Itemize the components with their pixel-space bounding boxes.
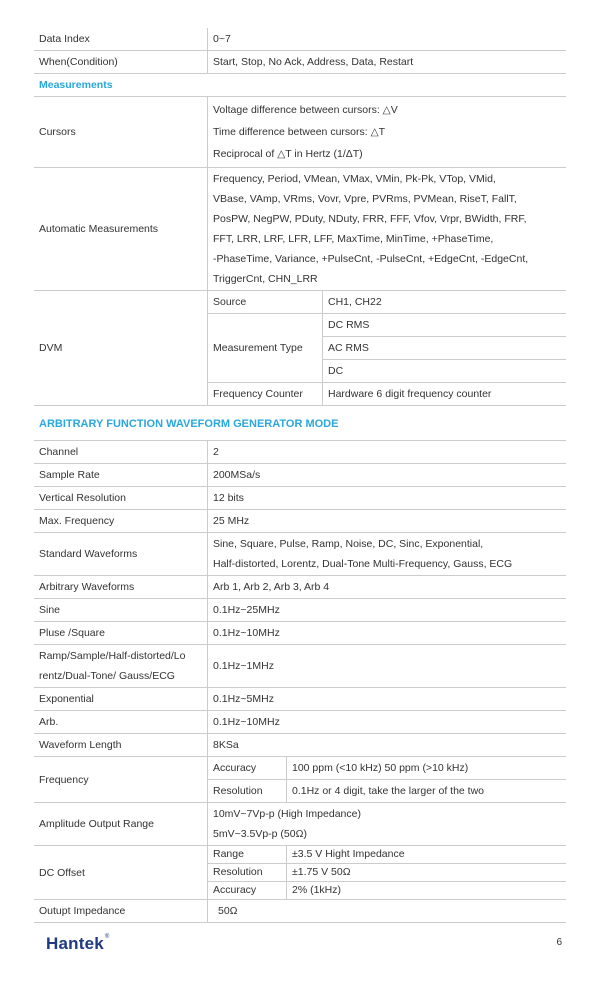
spec-value: 0.1Hz or 4 digit, take the larger of the two: [287, 780, 567, 803]
spec-value: 8KSa: [208, 734, 567, 757]
spec-key: When(Condition): [34, 51, 208, 74]
spec-key: Amplitude Output Range: [34, 803, 208, 846]
hantek-logo: [46, 934, 110, 954]
spec-value: 50Ω: [208, 900, 567, 923]
table-row: [34, 510, 566, 533]
spec-value: ±1.75 V 50Ω: [287, 864, 567, 882]
table-row: [34, 803, 566, 846]
spec-subkey: Accuracy: [208, 882, 287, 900]
spec-key: Automatic Measurements: [34, 168, 208, 291]
table-row: [34, 51, 566, 74]
spec-key: Max. Frequency: [34, 510, 208, 533]
spec-value: 0.1Hz~10MHz: [208, 711, 567, 734]
spec-value: DC RMS: [323, 314, 567, 337]
spec-value: 0~7: [208, 28, 567, 51]
spec-value-line: Reciprocal of △T in Hertz (1/ΔT): [213, 148, 363, 160]
spec-key: Cursors: [34, 97, 208, 168]
table-row: [34, 622, 566, 645]
spec-key: Standard Waveforms: [34, 533, 208, 576]
table-row: [34, 291, 566, 314]
spec-key: Sample Rate: [34, 464, 208, 487]
spec-value-line: Sine, Square, Pulse, Ramp, Noise, DC, Sinc, Exponential,: [213, 538, 484, 550]
table-row: [34, 757, 566, 780]
spec-key-line: rentz/Dual-Tone/ Gauss/ECG: [39, 670, 175, 682]
page-number: 6: [556, 937, 562, 948]
table-row: [34, 846, 566, 864]
spec-key: Outupt Impedance: [34, 900, 208, 923]
spec-value-line: Frequency, Period, VMean, VMax, VMin, Pk-Pk, VTop, VMid,: [213, 173, 496, 185]
output-impedance-table: [34, 900, 566, 923]
spec-value: 200MSa/s: [208, 464, 567, 487]
table-row: [34, 734, 566, 757]
spec-key: Arbitrary Waveforms: [34, 576, 208, 599]
table-row: [34, 599, 566, 622]
section-heading-measurements: Measurements: [34, 74, 566, 97]
table-row: [34, 28, 566, 51]
spec-key: Arb.: [34, 711, 208, 734]
spec-value-line: 5mV~3.5Vp-p (50Ω): [213, 828, 307, 840]
spec-value-line: FFT, LRR, LRF, LFR, LFF, MaxTime, MinTime, +PhaseTime,: [213, 233, 494, 245]
spec-value: ±3.5 V Hight Impedance: [287, 846, 567, 864]
spec-value-line: Half-distorted, Lorentz, Dual-Tone Multi-Frequency, Gauss, ECG: [213, 558, 513, 570]
spec-key: Sine: [34, 599, 208, 622]
spec-key-line: Ramp/Sample/Half-distorted/Lo: [39, 650, 186, 662]
spec-subkey: Resolution: [208, 864, 287, 882]
table-row: [34, 441, 566, 464]
table-row: [34, 168, 566, 291]
spec-key: DC Offset: [34, 846, 208, 900]
spec-value: 0.1Hz~10MHz: [208, 622, 567, 645]
amplitude-table: [34, 803, 566, 846]
spec-subkey: Measurement Type: [208, 314, 323, 383]
spec-key: Waveform Length: [34, 734, 208, 757]
spec-value: 0.1Hz~25MHz: [208, 599, 567, 622]
spec-key: Vertical Resolution: [34, 487, 208, 510]
table-row: [34, 464, 566, 487]
spec-subkey: Resolution: [208, 780, 287, 803]
spec-value: Arb 1, Arb 2, Arb 3, Arb 4: [208, 576, 567, 599]
table-row: [34, 487, 566, 510]
spec-key: Data Index: [34, 28, 208, 51]
awg-table: [34, 441, 566, 757]
page-footer: [46, 934, 566, 954]
spec-value-line: VBase, VAmp, VRms, Vovr, Vpre, PVRms, PVMean, RiseT, FallT,: [213, 193, 517, 205]
table-row: [34, 688, 566, 711]
table-row: [34, 533, 566, 576]
table-row: [34, 645, 566, 688]
spec-value: 25 MHz: [208, 510, 567, 533]
section-heading-awg: ARBITRARY FUNCTION WAVEFORM GENERATOR MODE: [34, 406, 566, 441]
spec-key: Pluse /Square: [34, 622, 208, 645]
spec-value: 0.1Hz~1MHz: [208, 645, 567, 688]
spec-value-line: Voltage difference between cursors: △V: [213, 104, 398, 116]
dc-offset-table: [34, 846, 566, 900]
spec-value-line: Time difference between cursors: △T: [213, 126, 386, 138]
spec-subkey: Frequency Counter: [208, 383, 323, 406]
spec-value-line: 10mV~7Vp-p (High Impedance): [213, 808, 361, 820]
table-row: [34, 900, 566, 923]
spec-value-line: TriggerCnt, CHN_LRR: [213, 273, 318, 285]
spec-value-line: PosPW, NegPW, PDuty, NDuty, FRR, FFF, Vfov, Vrpr, BWidth, FRF,: [213, 213, 527, 225]
frequency-table: [34, 757, 566, 803]
spec-page: [34, 28, 566, 923]
spec-subkey: Accuracy: [208, 757, 287, 780]
spec-key: Frequency: [34, 757, 208, 803]
table-row: [34, 711, 566, 734]
spec-value-line: -PhaseTime, Variance, +PulseCnt, -PulseCnt, +EdgeCnt, -EdgeCnt,: [213, 253, 529, 265]
spec-value: Hardware 6 digit frequency counter: [323, 383, 567, 406]
table-row: [34, 97, 566, 168]
spec-key: DVM: [34, 291, 208, 406]
spec-table-top: [34, 28, 566, 291]
spec-value: CH1, CH22: [323, 291, 567, 314]
spec-value: 2: [208, 441, 567, 464]
spec-value: 100 ppm (<10 kHz) 50 ppm (>10 kHz): [287, 757, 567, 780]
spec-value: DC: [323, 360, 567, 383]
dvm-table: [34, 291, 566, 406]
brand-name: Hantek: [46, 934, 104, 953]
spec-key: Exponential: [34, 688, 208, 711]
spec-value: 0.1Hz~5MHz: [208, 688, 567, 711]
registered-mark: ®: [104, 934, 110, 940]
spec-value: AC RMS: [323, 337, 567, 360]
table-row: [34, 576, 566, 599]
spec-value: Start, Stop, No Ack, Address, Data, Restart: [208, 51, 567, 74]
spec-key: Channel: [34, 441, 208, 464]
spec-subkey: Range: [208, 846, 287, 864]
spec-value: 2% (1kHz): [287, 882, 567, 900]
spec-subkey: Source: [208, 291, 323, 314]
spec-value: 12 bits: [208, 487, 567, 510]
